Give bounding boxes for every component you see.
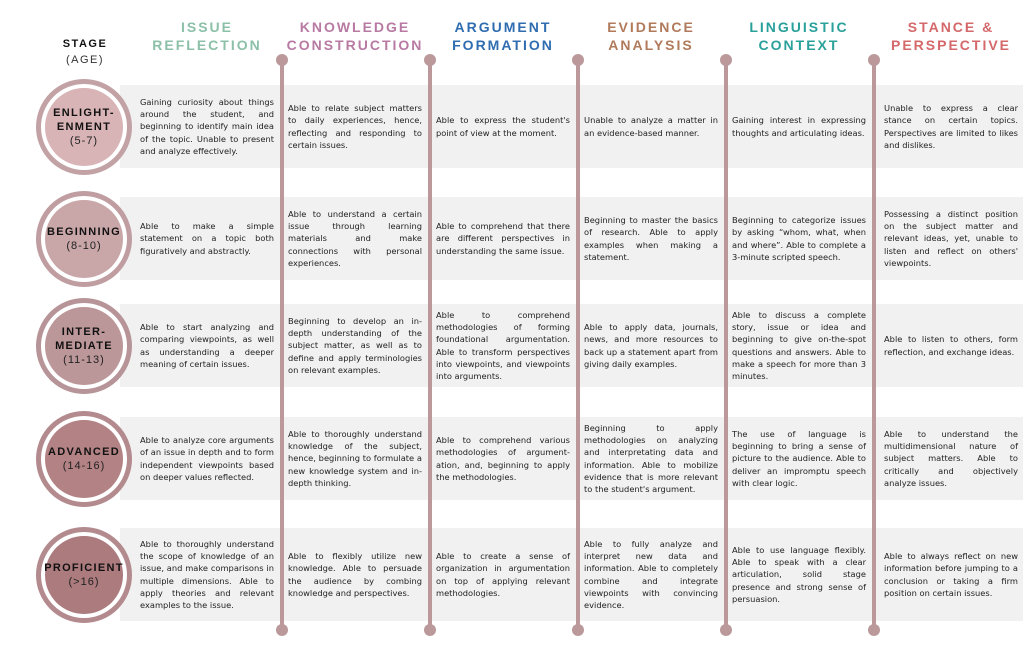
column-header <box>876 18 1023 54</box>
stage-age: (14-16) <box>62 459 106 472</box>
column-header-line1: STANCE & <box>907 19 995 35</box>
rubric-cell-text: Possessing a distinct position on the subject matter and relevant ideas, yet, unable to listen and reflect on others' viewpoints. <box>884 208 1018 268</box>
rubric-cell-text: Unable to express a clear stance on certain topics. Perspectives are limited to likes and dislikes. <box>884 103 1018 150</box>
stage-age: (>16) <box>68 575 100 588</box>
rubric-cell-text: Beginning to master the basics of research. Able to apply examples when making a statement. <box>584 215 718 262</box>
column-header-line2: ANALYSIS <box>608 37 694 53</box>
rubric-cell <box>584 85 718 168</box>
timeline-dot-bottom <box>424 624 436 636</box>
stage-circle-inner <box>45 307 123 385</box>
rubric-cell <box>140 85 274 168</box>
rubric-cell <box>140 528 274 621</box>
rubric-cell <box>288 528 422 621</box>
stage-name: ENLIGHT- <box>53 106 115 119</box>
rubric-cell-text: Able to thoroughly understand knowledge of the subject, hence, beginning to formulate a new knowledge system and in-depth thinking. <box>288 428 422 488</box>
stage-age: (5-7) <box>69 134 99 147</box>
rubric-cell-text: Able to create a sense of organization in argumentation on top of applying relevant methodologies. <box>436 551 570 598</box>
rubric-cell-text: The use of language is beginning to bring a sense of picture to the audience. Able to deliver an impromptu speech with clear logic. <box>732 428 866 488</box>
stage-circle <box>36 79 132 175</box>
rubric-cell <box>884 85 1018 168</box>
rubric-cell-text: Beginning to categorize issues by asking “whom, what, when and where”. Able to complete a 3-minute scripted speech. <box>732 215 866 262</box>
rubric-cell-text: Able to analyze core arguments of an issue in depth and to form independent viewpoints based on deeper values reflected. <box>140 435 274 482</box>
stage-name: PROFICIENT <box>44 561 124 574</box>
rubric-cell <box>584 304 718 387</box>
column-header-line1: LINGUISTIC <box>749 19 849 35</box>
column-header-line1: ARGUMENT <box>454 19 552 35</box>
column-header <box>280 18 430 54</box>
rubric-cell-text: Able to flexibly utilize new knowledge. Able to persuade the audience by combing knowledge and perspectives. <box>288 551 422 598</box>
timeline-dot-top <box>424 54 436 66</box>
timeline-dot-bottom <box>868 624 880 636</box>
rubric-cell <box>884 304 1018 387</box>
stage-circle <box>36 191 132 287</box>
column-header-line1: ISSUE <box>180 19 233 35</box>
column-header-line2: PERSPECTIVE <box>890 37 1012 53</box>
rubric-cell-text: Beginning to apply methodologies on analyzing and interpretating data and information. Able to mobilize evidence that is more relevant to the student's argument. <box>584 422 718 494</box>
rubric-cell-text: Able to use language flexibly. Able to speak with a clear articulation, solid stage presence and strong sense of persuasion. <box>732 544 866 604</box>
rubric-cell-text: Able to express the student's point of view at the moment. <box>436 115 570 138</box>
rubric-cell-text: Gaining interest in expressing thoughts and articulating ideas. <box>732 115 866 138</box>
stage-name-line2: ENMENT <box>56 120 112 133</box>
rubric-cell-text: Gaining curiosity about things around the student, and beginning to identify main idea of the topic. Unable to present and analyze effectively. <box>140 96 274 156</box>
rubric-cell <box>884 528 1018 621</box>
stage-header-subtitle: (AGE) <box>65 54 105 66</box>
rubric-cell <box>584 417 718 500</box>
rubric-cell <box>436 417 570 500</box>
rubric-cell-text: Able to understand the multidimensional nature of subject matters. Able to critically and objectively analyze issues. <box>884 428 1018 488</box>
rubric-cell-text: Able to comprehend methodologies of forming foundational argumentation. Able to transform perspectives into viewpoints, and viewpoints into arguments. <box>436 309 570 381</box>
rubric-cell-text: Able to make a simple statement on a topic both figuratively and abstractly. <box>140 221 274 256</box>
stage-age-header <box>35 36 135 68</box>
column-header <box>576 18 726 54</box>
stage-age: (8-10) <box>66 239 102 252</box>
rubric-cell-text: Able to thoroughly understand the scope of knowledge of an issue, and make comparisons in multiple dimensions. Able to apply theories and relevant examples to the issue. <box>140 538 274 610</box>
timeline-line <box>576 60 580 630</box>
column-header-line2: REFLECTION <box>152 37 262 53</box>
stage-circle-inner <box>45 536 123 614</box>
rubric-cell <box>584 197 718 280</box>
rubric-cell-text: Able to apply data, journals, news, and more resources to back up a statement apart from giving daily examples. <box>584 322 718 369</box>
column-header <box>724 18 874 54</box>
timeline-line <box>428 60 432 630</box>
rubric-cell <box>884 417 1018 500</box>
stage-circle-inner <box>45 200 123 278</box>
column-header-line1: EVIDENCE <box>607 19 695 35</box>
rubric-cell <box>732 528 866 621</box>
stage-header-title: STAGE <box>62 38 108 50</box>
column-header-line2: FORMATION <box>452 37 554 53</box>
timeline-dot-top <box>720 54 732 66</box>
rubric-cell <box>140 197 274 280</box>
rubric-cell-text: Able to always reflect on new information before jumping to a conclusion or taking a firm position on certain issues. <box>884 551 1018 598</box>
column-header <box>428 18 578 54</box>
stage-circle-inner <box>45 420 123 498</box>
stage-name-line2: MEDIATE <box>55 339 113 352</box>
timeline-dot-top <box>276 54 288 66</box>
rubric-cell <box>732 417 866 500</box>
timeline-line <box>872 60 876 630</box>
rubric-cell <box>288 304 422 387</box>
rubric-cell-text: Able to start analyzing and comparing viewpoints, as well as understanding a deeper meaning of certain issues. <box>140 322 274 369</box>
rubric-cell-text: Able to comprehend that there are different perspectives in understanding the same issue. <box>436 221 570 256</box>
rubric-cell-text: Able to discuss a complete story, issue or idea and beginning to give on-the-spot questions and answers. Able to make a speech for more than 3 minutes. <box>732 309 866 381</box>
stage-age: (11-13) <box>63 353 105 366</box>
stage-circle <box>36 298 132 394</box>
rubric-cell <box>584 528 718 621</box>
rubric-cell-text: Able to relate subject matters to daily experiences, hence, reflecting and responding to certain issues. <box>288 103 422 150</box>
timeline-dot-bottom <box>572 624 584 636</box>
rubric-cell <box>140 417 274 500</box>
column-header-line2: CONTEXT <box>758 37 840 53</box>
rubric-cell <box>288 417 422 500</box>
column-header-line2: CONSTRUCTION <box>286 37 424 53</box>
rubric-cell <box>436 528 570 621</box>
rubric-cell-text: Unable to analyze a matter in an evidence-based manner. <box>584 115 718 138</box>
rubric-cell-text: Beginning to develop an in-depth understanding of the subject matter, as well as to define and apply terminologies on relevant examples. <box>288 315 422 375</box>
timeline-dot-bottom <box>276 624 288 636</box>
rubric-cell-text: Able to listen to others, form reflection, and exchange ideas. <box>884 334 1018 357</box>
rubric-cell <box>436 197 570 280</box>
stage-circle-inner <box>45 88 123 166</box>
rubric-cell <box>732 197 866 280</box>
column-header-line1: KNOWLEDGE <box>299 19 411 35</box>
timeline-line <box>280 60 284 630</box>
rubric-cell-text: Able to comprehend various methodologies of argument-ation, and, beginning to apply the methodologies. <box>436 435 570 482</box>
stage-circle <box>36 411 132 507</box>
stage-name: ADVANCED <box>48 445 120 458</box>
rubric-cell <box>732 85 866 168</box>
stage-name: BEGINNING <box>46 225 122 238</box>
rubric-cell <box>288 85 422 168</box>
timeline-dot-bottom <box>720 624 732 636</box>
timeline-dot-top <box>868 54 880 66</box>
rubric-cell-text: Able to understand a certain issue through learning materials and make connections with personal experiences. <box>288 208 422 268</box>
timeline-dot-top <box>572 54 584 66</box>
rubric-cell <box>884 197 1018 280</box>
rubric-cell <box>732 304 866 387</box>
rubric-cell <box>140 304 274 387</box>
rubric-cell <box>436 304 570 387</box>
timeline-line <box>724 60 728 630</box>
stage-circle <box>36 527 132 623</box>
stage-name: INTER- <box>61 325 107 338</box>
column-header <box>132 18 282 54</box>
rubric-cell <box>436 85 570 168</box>
rubric-cell-text: Able to fully analyze and interpret new data and information. Able to completely combine and integrate viewpoints with convincing evidence. <box>584 538 718 610</box>
rubric-cell <box>288 197 422 280</box>
